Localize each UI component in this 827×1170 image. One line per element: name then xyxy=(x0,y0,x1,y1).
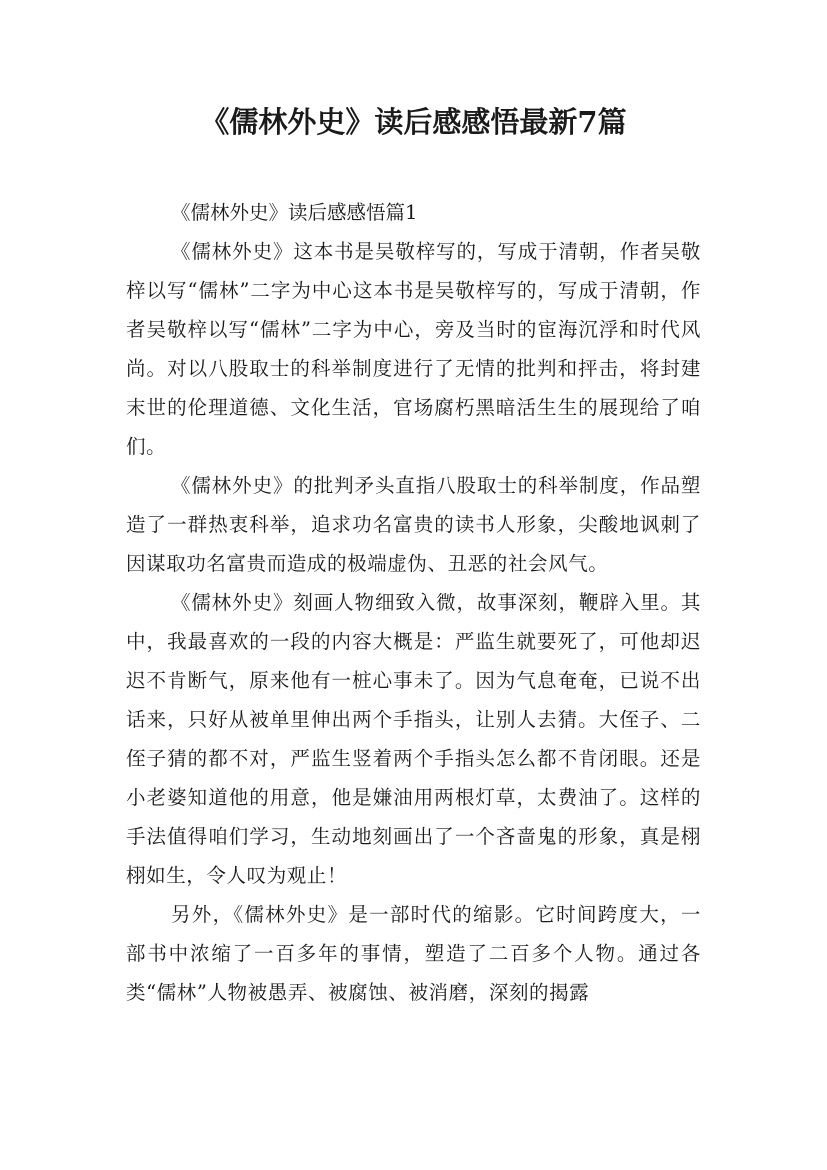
paragraph-4: 另外，《儒林外史》是一部时代的缩影。它时间跨度大，一部书中浓缩了一百多年的事情，塑造了二百多个人物。通过各类“儒林”人物被愚弄、被腐蚀、被消磨，深刻的揭露 xyxy=(126,903,701,1004)
paragraph-1: 《儒林外史》这本书是吴敬梓写的，写成于清朝，作者吴敬梓以写“儒林”二字为中心这本书是吴敬梓写的，写成于清朝，作者吴敬梓以写“儒林”二字为中心，旁及当时的宦海沉浮和时代风尚。对以八股取士的科举制度进行了无情的批判和抨击，将封建末世的伦理道德、文化生活，官场腐朽黑暗活生生的展现给了咱们。 xyxy=(126,240,701,458)
paragraph-2: 《儒林外史》的批判矛头直指八股取士的科举制度，作品塑造了一群热衷科举，追求功名富贵的读书人形象，尖酸地讽刺了因谋取功名富贵而造成的极端虚伪、丑恶的社会风气。 xyxy=(126,474,701,575)
document-body xyxy=(126,193,701,1012)
paragraph-3: 《儒林外史》刻画人物细致入微，故事深刻，鞭辟入里。其中，我最喜欢的一段的内容大概是：严监生就要死了，可他却迟迟不肯断气，原来他有一桩心事未了。因为气息奄奄，已说不出话来，只好从被单里伸出两个手指头，让别人去猜。大侄子、二侄子猜的都不对，严监生竖着两个手指头怎么都不肯闭眼。还是小老婆知道他的用意，他是嫌油用两根灯草，太费油了。这样的手法值得咱们学习，生动地刻画出了一个吝啬鬼的形象，真是栩栩如生，令人叹为观止！ xyxy=(126,591,701,887)
document-title: 《儒林外史》读后感感悟最新7篇 xyxy=(200,105,627,139)
section-heading: 《儒林外史》读后感感悟篇1 xyxy=(171,201,418,224)
